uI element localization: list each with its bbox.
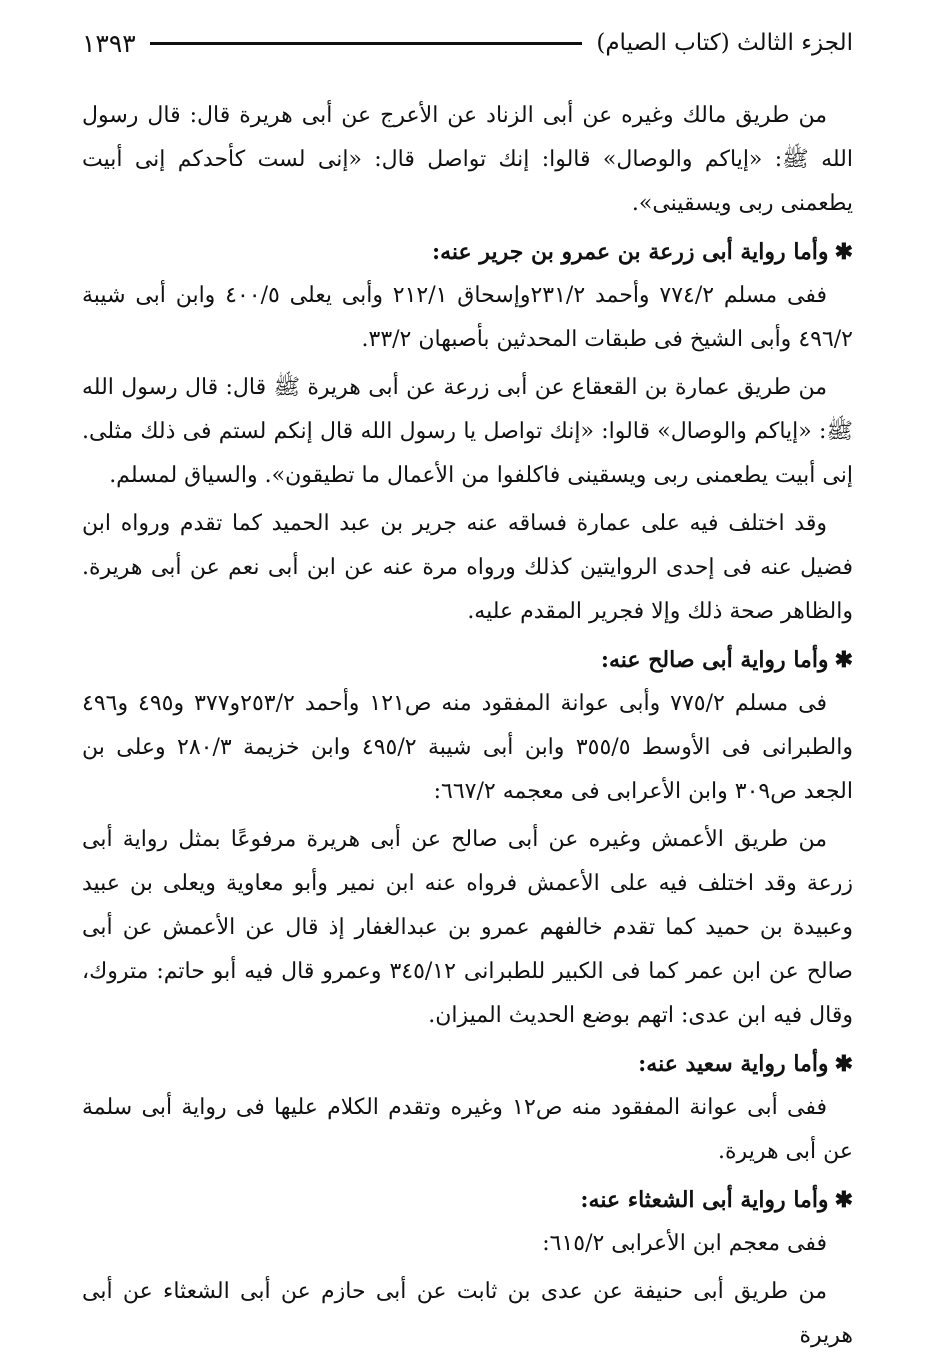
section-heading-text: وأما رواية أبى صالح عنه:	[600, 647, 829, 673]
paragraph-8: ففى معجم ابن الأعرابى ٦١٥/٢:	[542, 1231, 827, 1256]
section-heading-abu-zura	[82, 230, 853, 274]
header-rule	[150, 42, 583, 45]
paragraph-6: من طريق الأعمش وغيره عن أبى صالح عن أبى هريرة مرفوعًا بمثل رواية أبى زرعة وقد اختلف فيه على الأعمش فرواه عنه ابن نمير وأبو معاوية ويعلى بن عبيد وعبيدة بن حميد كما تقدم خالفهم عمرو بن عبدالغفار إذ قال عن الأعمش عن أبى صالح عن ابن عمر كما فى الكبير للطبرانى ٣٤٥/١٢ وعمرو قال فيه أبو حاتم: متروك، وقال فيه ابن عدى: اتهم بوضع الحديث الميزان.	[82, 827, 853, 1028]
asterisk-icon: ✱	[834, 647, 853, 673]
paragraph-3: من طريق عمارة بن القعقاع عن أبى زرعة عن أبى هريرة ﷺ قال: قال رسول الله ﷺ: «إياكم والوصال» قالوا: «إنك تواصل يا رسول الله قال إنكم لستم فى ذلك مثلى. إنى أبيت يطعمنى ربى ويسقينى فاكلفوا من الأعمال ما تطيقون». والسياق لمسلم.	[82, 375, 853, 488]
page-body	[82, 94, 853, 1358]
paragraph-4: وقد اختلف فيه على عمارة فساقه عنه جرير بن عبد الحميد كما تقدم ورواه ابن فضيل عنه فى إحدى الروايتين كذلك ورواه مرة عنه عن ابن أبى نعم عن أبى هريرة. والظاهر صحة ذلك وإلا فجرير المقدم عليه.	[82, 511, 853, 624]
asterisk-icon: ✱	[834, 1187, 853, 1213]
section-heading-abu-salih	[82, 638, 853, 682]
page-number: ١٣٩٣	[82, 28, 136, 58]
section-heading-text: وأما رواية أبى زرعة بن عمرو بن جرير عنه:	[432, 239, 829, 265]
running-title: الجزء الثالث (كتاب الصيام)	[596, 30, 853, 56]
section-heading-said	[82, 1042, 853, 1086]
paragraph-5: فى مسلم ٧٧٥/٢ وأبى عوانة المفقود منه ص١٢١ وأحمد ٢٥٣/٢و٣٧٧ و٤٩٥ و٤٩٦ والطبرانى فى الأوسط ٣٥٥/٥ وابن أبى شيبة ٤٩٥/٢ وابن خزيمة ٢٨٠/٣ وعلى بن الجعد ص٣٠٩ وابن الأعرابى فى معجمه ٦٦٧/٢:	[82, 691, 853, 804]
section-heading-text: وأما رواية سعيد عنه:	[638, 1051, 829, 1077]
paragraph-1: من طريق مالك وغيره عن أبى الزناد عن الأعرج عن أبى هريرة قال: قال رسول الله ﷺ: «إياكم والوصال» قالوا: إنك تواصل قال: «إنى لست كأحدكم إنى أبيت يطعمنى ربى ويسقينى».	[82, 103, 853, 216]
paragraph-7: ففى أبى عوانة المفقود منه ص١٢ وغيره وتقدم الكلام عليها فى رواية أبى سلمة عن أبى هريرة.	[82, 1095, 853, 1164]
asterisk-icon: ✱	[834, 239, 853, 265]
paragraph-2: ففى مسلم ٧٧٤/٢ وأحمد ٢٣١/٢وإسحاق ٢١٢/١ وأبى يعلى ٤٠٠/٥ وابن أبى شيبة ٤٩٦/٢ وأبى الشيخ فى طبقات المحدثين بأصبهان ٣٣/٢.	[82, 283, 853, 352]
section-heading-abu-shaatha	[82, 1178, 853, 1222]
paragraph-9: من طريق أبى حنيفة عن عدى بن ثابت عن أبى حازم عن أبى الشعثاء عن أبى هريرة	[82, 1279, 853, 1348]
section-heading-text: وأما رواية أبى الشعثاء عنه:	[580, 1187, 829, 1213]
page-header	[82, 26, 853, 60]
asterisk-icon: ✱	[834, 1051, 853, 1077]
